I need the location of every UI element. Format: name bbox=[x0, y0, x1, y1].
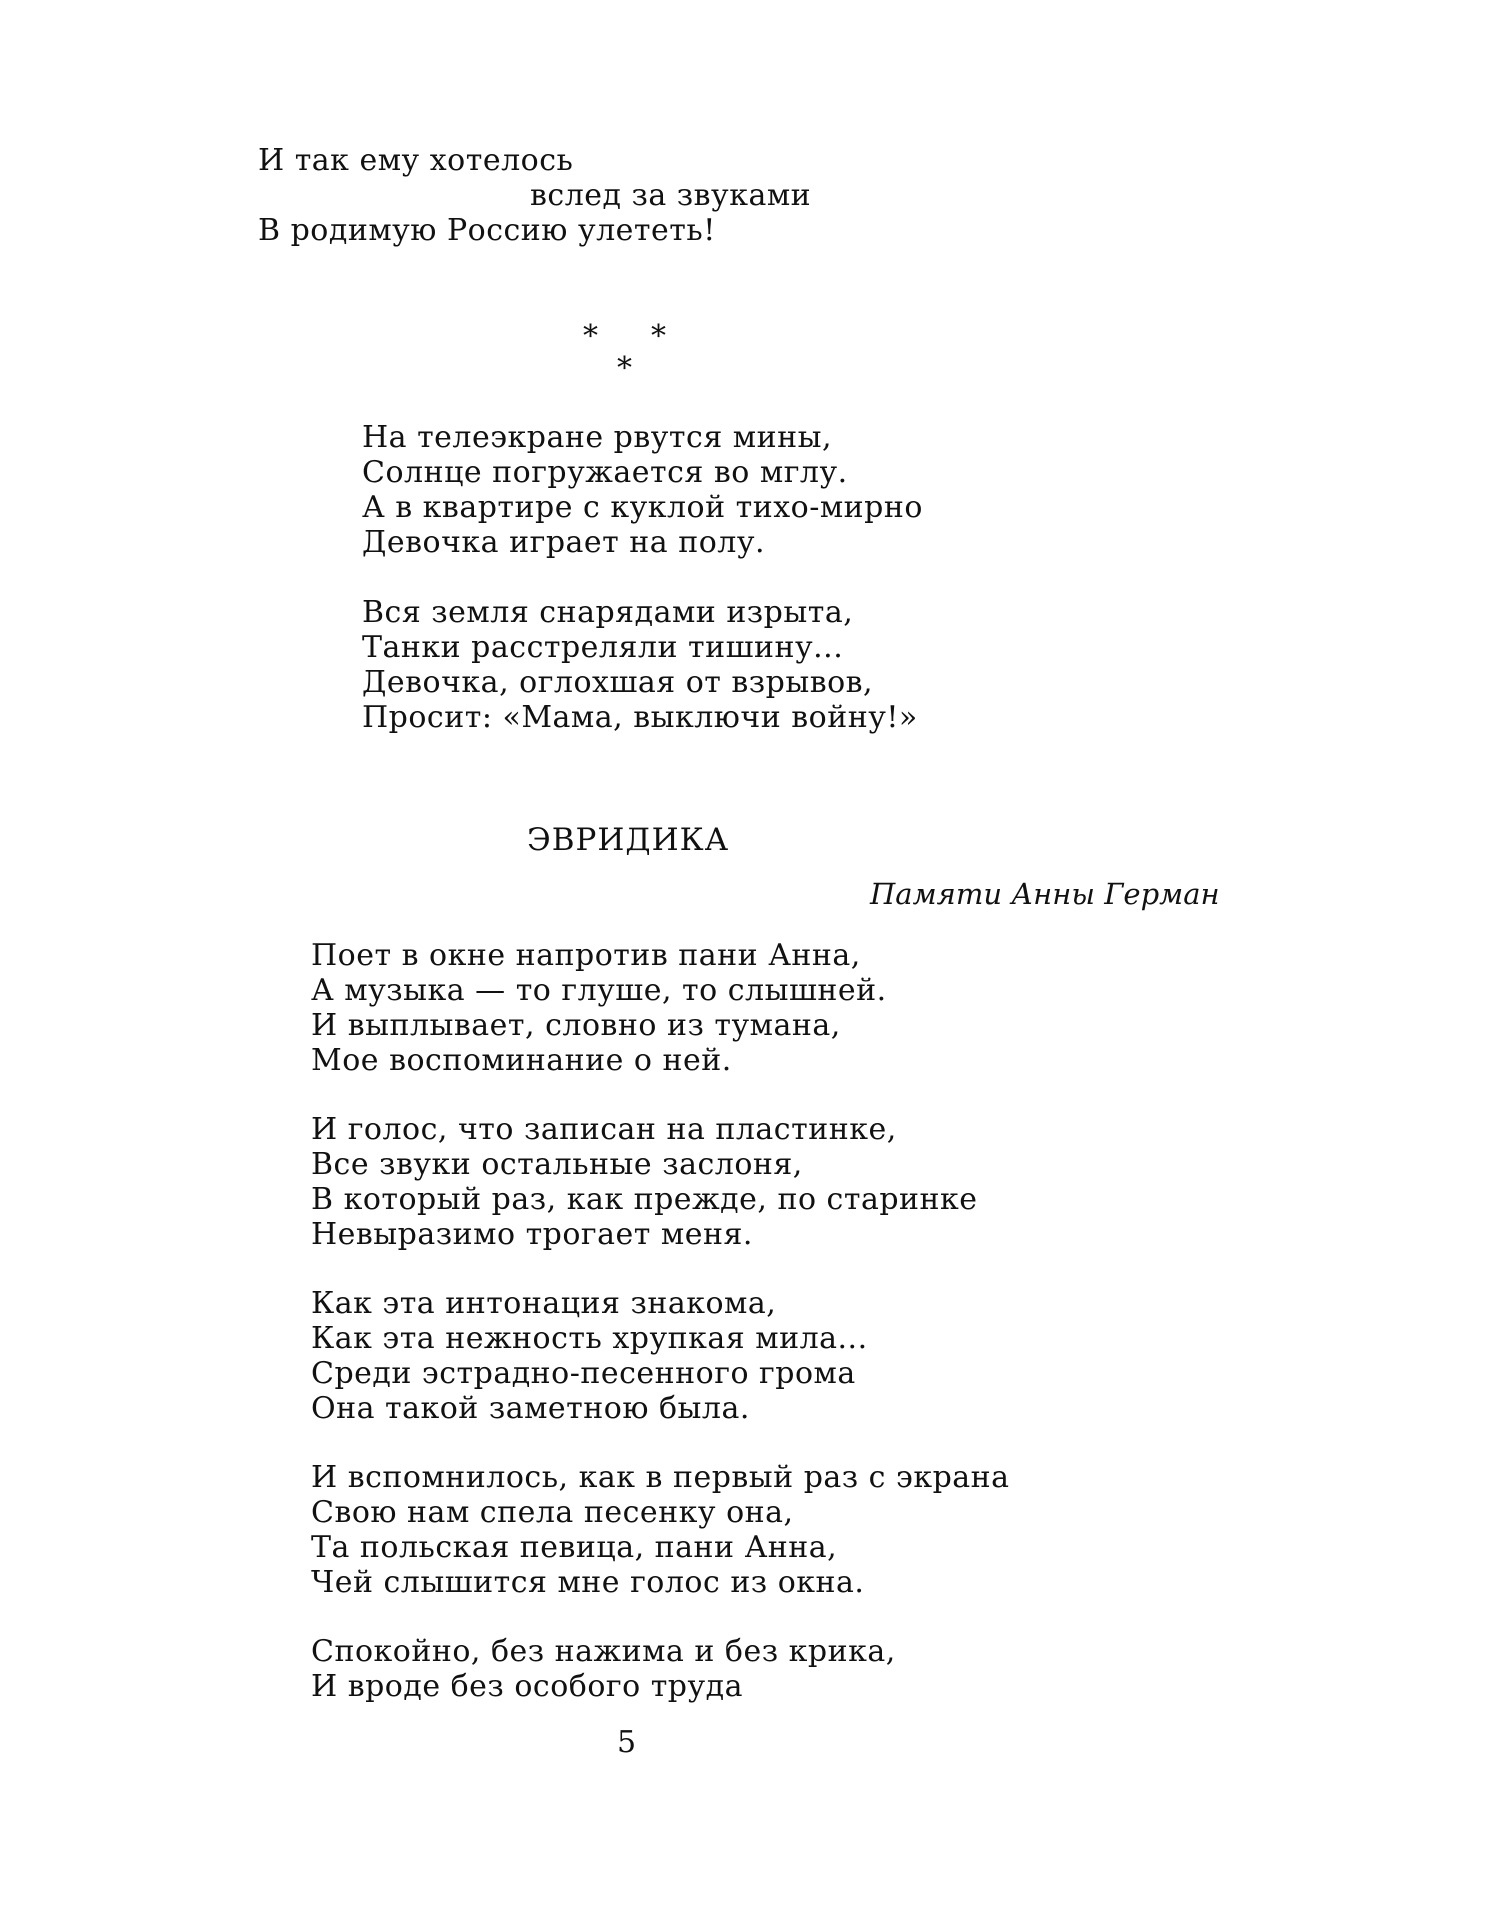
verse-line: Солнце погружается во мглу. bbox=[362, 455, 848, 490]
verse-line: Девочка, оглохшая от взрывов, bbox=[362, 665, 874, 700]
poem2-stanza-2 bbox=[311, 1112, 978, 1252]
intro-line-2: вслед за звуками bbox=[530, 178, 812, 213]
verse-line: Девочка играет на полу. bbox=[362, 525, 766, 560]
verse-line: Вся земля снарядами изрыта, bbox=[362, 595, 854, 630]
poem2-stanza-1 bbox=[311, 938, 887, 1078]
verse-line: В который раз, как прежде, по старинке bbox=[311, 1182, 978, 1217]
verse-line: И вроде без особого труда bbox=[311, 1669, 744, 1704]
poem2-stanza-4 bbox=[311, 1460, 1010, 1600]
verse-line: А в квартире с куклой тихо-мирно bbox=[362, 490, 923, 525]
poem1-stanza-2 bbox=[362, 595, 918, 735]
verse-line: Та польская певица, пани Анна, bbox=[311, 1530, 838, 1565]
verse-line: Среди эстрадно-песенного грома bbox=[311, 1356, 856, 1391]
verse-line: Как эта нежность хрупкая мила... bbox=[311, 1321, 868, 1356]
poem-dedication: Памяти Анны Герман bbox=[870, 877, 1220, 911]
verse-line: И голос, что записан на пластинке, bbox=[311, 1112, 897, 1147]
page-number: 5 bbox=[617, 1725, 637, 1760]
poem1-stanza-1 bbox=[362, 420, 923, 560]
separator-star-2: * bbox=[651, 319, 666, 354]
verse-line: Свою нам спела песенку она, bbox=[311, 1495, 794, 1530]
verse-line: Чей слышится мне голос из окна. bbox=[311, 1565, 865, 1600]
verse-line: Она такой заметною была. bbox=[311, 1391, 750, 1426]
verse-line: Все звуки остальные заслоня, bbox=[311, 1147, 803, 1182]
verse-line: И вспомнилось, как в первый раз с экрана bbox=[311, 1460, 1010, 1495]
verse-line: На телеэкране рвутся мины, bbox=[362, 420, 833, 455]
verse-line: Как эта интонация знакома, bbox=[311, 1286, 777, 1321]
verse-line: Невыразимо трогает меня. bbox=[311, 1217, 753, 1252]
separator-star-3: * bbox=[617, 351, 632, 386]
verse-line: Спокойно, без нажима и без крика, bbox=[311, 1634, 896, 1669]
verse-line: Мое воспоминание о ней. bbox=[311, 1043, 732, 1078]
separator-star-1: * bbox=[583, 319, 598, 354]
intro-line-3: В родимую Россию улететь! bbox=[258, 213, 716, 248]
poem2-stanza-5 bbox=[311, 1634, 896, 1704]
verse-line: Танки расстреляли тишину... bbox=[362, 630, 844, 665]
verse-line: И выплывает, словно из тумана, bbox=[311, 1008, 841, 1043]
verse-line: Поет в окне напротив пани Анна, bbox=[311, 938, 861, 973]
intro-line-1: И так ему хотелось bbox=[258, 143, 574, 178]
verse-line: Просит: «Мама, выключи войну!» bbox=[362, 700, 918, 735]
verse-line: А музыка — то глуше, то слышней. bbox=[311, 973, 887, 1008]
poem2-stanza-3 bbox=[311, 1286, 868, 1426]
poem-title: ЭВРИДИКА bbox=[527, 822, 730, 858]
